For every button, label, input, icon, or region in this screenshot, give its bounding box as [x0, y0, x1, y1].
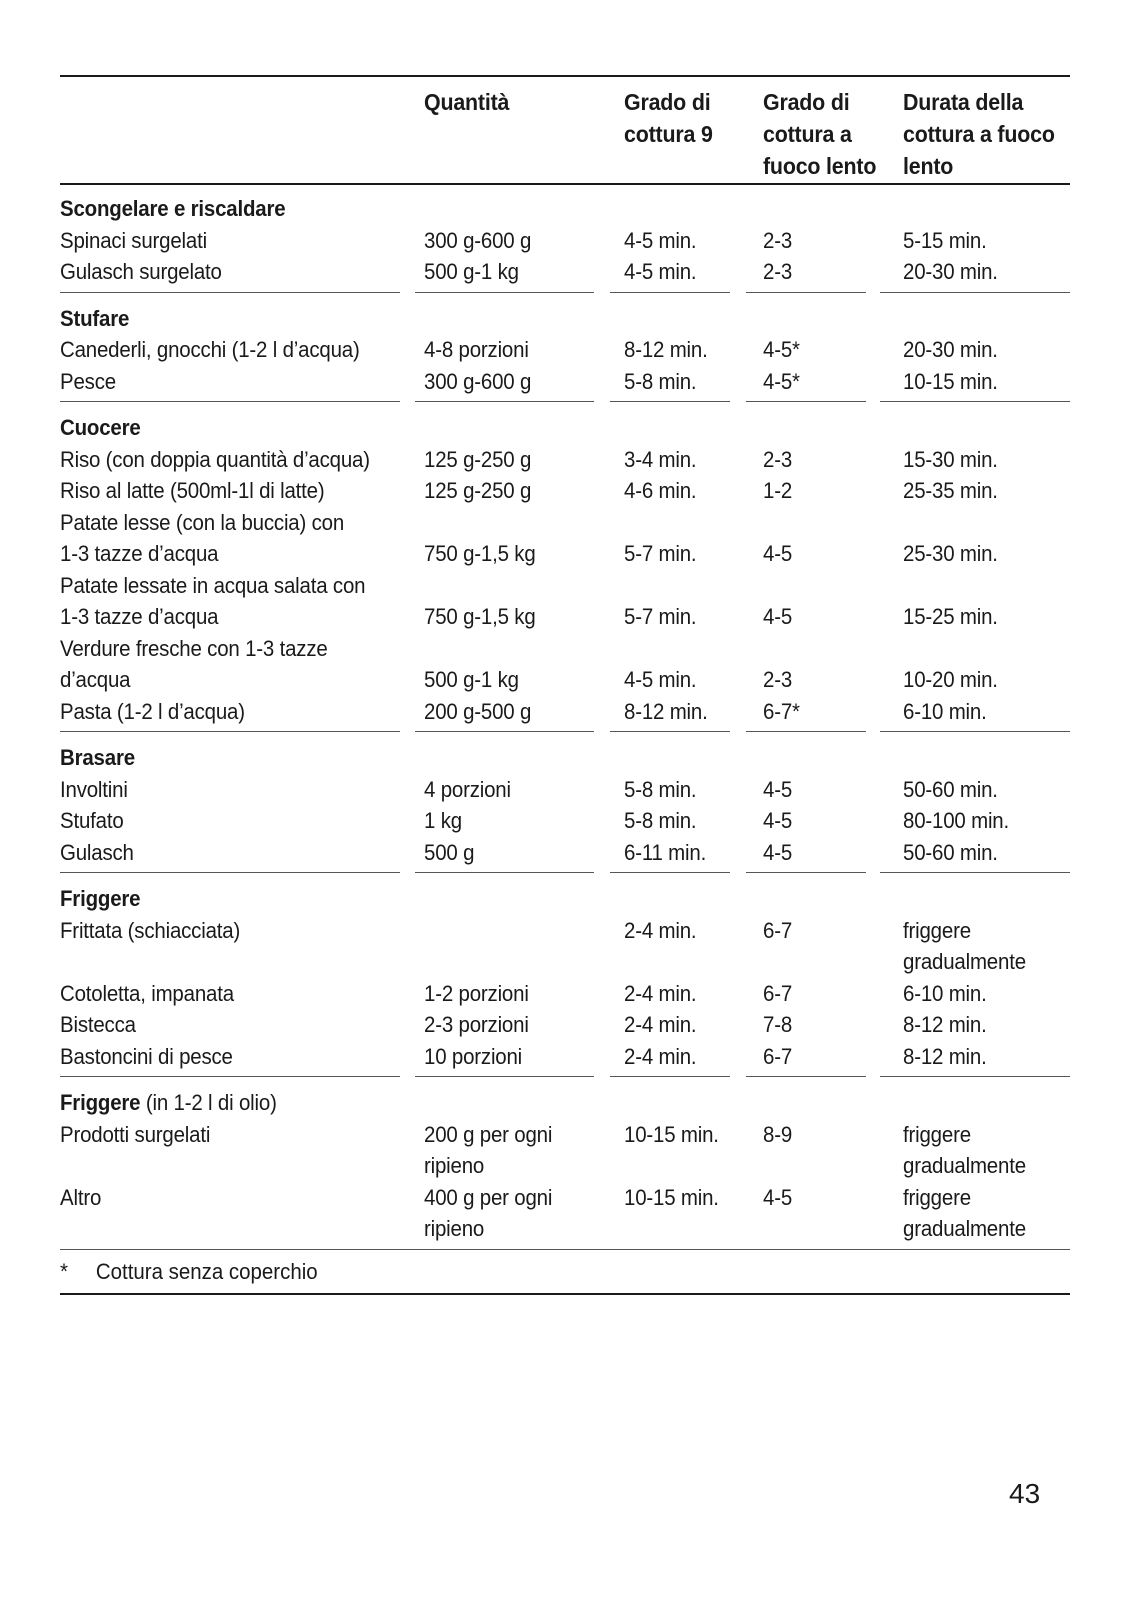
- section-title: [60, 742, 999, 774]
- cell-line: 20-30 min.: [903, 337, 998, 362]
- cell-line: [763, 946, 875, 978]
- header-line: cottura 9: [624, 121, 713, 147]
- header-bottom-rule: [60, 183, 1070, 185]
- header-slow-duration: [903, 86, 1070, 182]
- cell-line: 3-4 min.: [624, 446, 697, 472]
- cell-glow: [763, 805, 883, 837]
- cell-line: 750 g-1,5 kg: [424, 541, 536, 566]
- cell-dur: [903, 696, 1070, 728]
- cell-name: [60, 570, 405, 633]
- cell-dur: [903, 774, 1070, 806]
- cell-dur: [903, 1119, 1070, 1182]
- cell-line: 6-7: [763, 917, 793, 943]
- cell-g9: [624, 915, 744, 978]
- cell-glow: [763, 1041, 883, 1073]
- cell-line: 7-8: [763, 1012, 793, 1037]
- cell-line: 4-5 min.: [624, 227, 697, 253]
- cell-g9: [624, 837, 744, 869]
- cell-line: 125 g-250 g: [424, 446, 532, 472]
- cell-name: [60, 475, 405, 507]
- section-divider: [415, 1076, 594, 1077]
- cell-line: 500 g-1 kg: [424, 259, 519, 284]
- cell-glow: [763, 570, 883, 633]
- cell-dur: [903, 334, 1070, 366]
- cell-line: 50-60 min.: [903, 839, 998, 865]
- cell-qty: [424, 774, 605, 806]
- section-title-text: Friggere: [60, 1090, 141, 1115]
- cell-glow: [763, 1182, 883, 1245]
- section-divider: [60, 1076, 400, 1077]
- cell-line: 500 g-1 kg: [424, 667, 519, 692]
- cell-dur: [903, 475, 1070, 507]
- cell-line: [624, 946, 736, 978]
- cell-line: 500 g: [424, 839, 475, 865]
- section-title: [60, 193, 999, 225]
- table-row: [60, 1041, 1070, 1073]
- cell-line: [624, 1150, 736, 1182]
- section-title-text: Cuocere: [60, 415, 141, 440]
- section-divider: [880, 731, 1070, 732]
- cell-line: 8-12 min.: [624, 337, 708, 362]
- cell-g9: [624, 696, 744, 728]
- cell-name: [60, 696, 405, 728]
- section-divider: [415, 292, 594, 293]
- section-divider: [880, 1076, 1070, 1077]
- cell-line: 5-7 min.: [624, 604, 697, 629]
- cell-line: friggere: [903, 1184, 971, 1210]
- cell-qty: [424, 475, 605, 507]
- cell-glow: [763, 915, 883, 978]
- table-row: [60, 507, 1070, 570]
- cell-line: 6-7*: [763, 698, 800, 724]
- cell-line: [903, 570, 1058, 602]
- cell-line: friggere: [903, 917, 971, 943]
- cell-g9: [624, 507, 744, 570]
- cell-line: 4-5: [763, 808, 793, 833]
- cell-qty: [424, 1009, 605, 1041]
- table-row: [60, 837, 1070, 869]
- cell-line: 5-8 min.: [624, 808, 697, 833]
- cell-line: 2-3: [763, 259, 793, 284]
- cell-line: 10-20 min.: [903, 667, 998, 692]
- cell-name: [60, 507, 405, 570]
- cell-glow: [763, 774, 883, 806]
- cell-line: Pesce: [60, 368, 116, 394]
- cell-line: 2-3: [763, 227, 793, 253]
- cell-line: 200 g-500 g: [424, 698, 532, 724]
- cell-line: 4-6 min.: [624, 478, 697, 503]
- cell-line: 15-25 min.: [903, 604, 998, 629]
- section-divider: [880, 292, 1070, 293]
- table-row: [60, 696, 1070, 728]
- cell-line: [60, 946, 381, 978]
- cell-line: Stufato: [60, 808, 124, 833]
- cell-line: [624, 633, 736, 665]
- cell-line: [903, 633, 1058, 665]
- section-divider: [60, 872, 400, 873]
- cell-g9: [624, 225, 744, 257]
- cell-g9: [624, 1119, 744, 1182]
- section-divider: [746, 872, 866, 873]
- cell-glow: [763, 696, 883, 728]
- cell-g9: [624, 475, 744, 507]
- section-divider: [610, 731, 730, 732]
- cell-line: gradualmente: [903, 1216, 1026, 1241]
- cell-line: [763, 507, 875, 539]
- cell-line: Gulasch: [60, 839, 134, 865]
- section-divider: [415, 401, 594, 402]
- cell-g9: [624, 978, 744, 1010]
- cell-dur: [903, 1009, 1070, 1041]
- cell-g9: [624, 1009, 744, 1041]
- cell-line: [424, 946, 592, 978]
- cell-qty: [424, 225, 605, 257]
- cell-line: 400 g per ogni: [424, 1184, 553, 1210]
- cell-line: 200 g per ogni: [424, 1121, 553, 1147]
- cell-line: [763, 1150, 875, 1182]
- header-slow-level: [763, 86, 883, 182]
- cell-line: 6-10 min.: [903, 980, 987, 1006]
- cell-line: 10-15 min.: [903, 368, 998, 394]
- section-divider: [60, 292, 400, 293]
- cell-line: friggere: [903, 1121, 971, 1147]
- cell-name: [60, 1009, 405, 1041]
- cell-line: 80-100 min.: [903, 808, 1010, 833]
- cell-line: 6-7: [763, 980, 793, 1006]
- section-divider: [610, 872, 730, 873]
- cell-glow: [763, 225, 883, 257]
- header-line: cottura a: [763, 121, 852, 147]
- cell-qty: [424, 570, 605, 633]
- cell-line: 8-12 min.: [903, 1012, 987, 1037]
- cell-dur: [903, 366, 1070, 398]
- cell-line: 6-10 min.: [903, 698, 987, 724]
- header-cooking-level-9: [624, 86, 744, 150]
- cell-dur: [903, 570, 1070, 633]
- cell-line: 4-5*: [763, 368, 800, 394]
- cell-line: 750 g-1,5 kg: [424, 604, 536, 629]
- cell-line: 2-4 min.: [624, 917, 697, 943]
- cell-line: 4-5 min.: [624, 667, 697, 692]
- cell-line: Prodotti surgelati: [60, 1121, 211, 1147]
- cell-dur: [903, 633, 1070, 696]
- cell-dur: [903, 1041, 1070, 1073]
- cell-line: [624, 570, 736, 602]
- cell-qty: [424, 366, 605, 398]
- cell-line: 2-4 min.: [624, 1012, 697, 1037]
- cell-glow: [763, 475, 883, 507]
- table-row: [60, 366, 1070, 398]
- cell-name: [60, 256, 405, 288]
- header-line: cottura a fuoco: [903, 121, 1055, 147]
- cell-line: d’acqua: [60, 667, 131, 692]
- cell-name: [60, 805, 405, 837]
- table-row: [60, 978, 1070, 1010]
- table-row: [60, 805, 1070, 837]
- cell-dur: [903, 256, 1070, 288]
- cell-qty: [424, 1041, 605, 1073]
- cell-line: Bastoncini di pesce: [60, 1043, 233, 1069]
- cell-line: [60, 1150, 381, 1182]
- table-row: [60, 444, 1070, 476]
- cell-qty: [424, 1119, 605, 1182]
- cell-line: 4 porzioni: [424, 776, 511, 802]
- section-title-text: Stufare: [60, 305, 130, 331]
- section-title: [60, 883, 999, 915]
- section-divider: [610, 401, 730, 402]
- cell-glow: [763, 334, 883, 366]
- cell-line: [624, 1213, 736, 1245]
- cell-line: [763, 1213, 875, 1245]
- cell-dur: [903, 805, 1070, 837]
- section-divider: [746, 401, 866, 402]
- cell-g9: [624, 1041, 744, 1073]
- footnote-text: Cottura senza coperchio: [95, 1258, 318, 1284]
- cell-glow: [763, 633, 883, 696]
- footnote-top-rule: [60, 1249, 1070, 1250]
- cell-line: 4-5*: [763, 337, 800, 362]
- cell-name: [60, 1041, 405, 1073]
- section-divider: [746, 292, 866, 293]
- cell-g9: [624, 366, 744, 398]
- cell-line: Gulasch surgelato: [60, 259, 222, 284]
- cell-line: Riso (con doppia quantità d’acqua): [60, 446, 370, 472]
- cell-name: [60, 837, 405, 869]
- cell-line: 300 g-600 g: [424, 368, 532, 394]
- cell-qty: [424, 444, 605, 476]
- section-title: [60, 412, 999, 444]
- cell-line: 4-5: [763, 776, 793, 802]
- cell-name: [60, 978, 405, 1010]
- cell-line: 20-30 min.: [903, 259, 998, 284]
- cell-dur: [903, 225, 1070, 257]
- table-row: [60, 570, 1070, 633]
- cell-glow: [763, 444, 883, 476]
- cell-line: gradualmente: [903, 1153, 1026, 1178]
- cell-g9: [624, 774, 744, 806]
- cell-line: 10-15 min.: [624, 1184, 719, 1210]
- cell-g9: [624, 444, 744, 476]
- section-divider: [415, 731, 594, 732]
- cell-name: [60, 1119, 405, 1182]
- table-row: [60, 915, 1070, 978]
- cell-line: [424, 633, 592, 665]
- cell-g9: [624, 1182, 744, 1245]
- cell-line: 5-8 min.: [624, 368, 697, 394]
- cell-glow: [763, 1009, 883, 1041]
- table-row: [60, 334, 1070, 366]
- cell-dur: [903, 978, 1070, 1010]
- cell-name: [60, 633, 405, 696]
- cell-line: 8-9: [763, 1121, 793, 1147]
- cell-line: [424, 507, 592, 539]
- cell-line: 2-3 porzioni: [424, 1012, 529, 1037]
- cell-line: 5-7 min.: [624, 541, 697, 566]
- header-quantity: Quantità: [424, 89, 510, 115]
- cell-line: [763, 570, 875, 602]
- cell-line: 5-15 min.: [903, 227, 987, 253]
- page-number: 43: [1009, 1478, 1041, 1509]
- section-divider: [880, 872, 1070, 873]
- table-row: [60, 475, 1070, 507]
- cell-line: 25-35 min.: [903, 478, 998, 503]
- header-line: Durata della: [903, 89, 1024, 115]
- cell-line: 2-4 min.: [624, 980, 697, 1006]
- cell-line: 6-7: [763, 1043, 793, 1069]
- cell-line: Verdure fresche con 1-3 tazze: [60, 635, 328, 661]
- cell-line: 300 g-600 g: [424, 227, 532, 253]
- cell-line: ripieno: [424, 1216, 485, 1241]
- cell-g9: [624, 805, 744, 837]
- section-title-text: Scongelare e riscaldare: [60, 196, 286, 221]
- cell-line: 1 kg: [424, 808, 462, 833]
- cell-line: Patate lessate in acqua salata con: [60, 572, 366, 598]
- footnote-mark: *: [60, 1258, 68, 1284]
- cell-line: 4-5: [763, 604, 793, 629]
- cell-line: Involtini: [60, 776, 128, 802]
- cell-line: 15-30 min.: [903, 446, 998, 472]
- section-divider: [610, 1076, 730, 1077]
- cell-qty: [424, 837, 605, 869]
- table-row: [60, 1182, 1070, 1245]
- cell-line: 4-8 porzioni: [424, 337, 529, 362]
- cell-line: Cotoletta, impanata: [60, 980, 234, 1006]
- header-line: Grado di: [763, 89, 850, 115]
- cell-qty: [424, 915, 605, 978]
- table-row: [60, 1119, 1070, 1182]
- section-title: [60, 1087, 999, 1119]
- cell-line: 1-3 tazze d’acqua: [60, 541, 219, 566]
- cell-glow: [763, 256, 883, 288]
- cell-dur: [903, 915, 1070, 978]
- cell-name: [60, 444, 405, 476]
- table-header: [60, 86, 1070, 196]
- table-row: [60, 1009, 1070, 1041]
- section-title: [60, 303, 999, 335]
- table-row: [60, 256, 1070, 288]
- section-divider: [880, 401, 1070, 402]
- section-divider: [60, 731, 400, 732]
- cell-line: 4-5 min.: [624, 259, 697, 284]
- cell-line: 8-12 min.: [624, 698, 708, 724]
- cell-line: 1-2: [763, 478, 793, 503]
- cell-line: Riso al latte (500ml-1l di latte): [60, 478, 325, 503]
- cell-line: [903, 507, 1058, 539]
- cell-line: Bistecca: [60, 1012, 136, 1037]
- cell-line: 125 g-250 g: [424, 478, 532, 503]
- cell-line: 4-5: [763, 541, 793, 566]
- cell-line: 4-5: [763, 839, 793, 865]
- section-title-note: (in 1-2 l di olio): [140, 1090, 277, 1115]
- cell-qty: [424, 334, 605, 366]
- cell-name: [60, 366, 405, 398]
- section-divider: [415, 872, 594, 873]
- cell-line: [424, 915, 592, 947]
- cell-line: [763, 633, 875, 665]
- table-row: [60, 633, 1070, 696]
- cell-qty: [424, 696, 605, 728]
- cell-line: 2-4 min.: [624, 1043, 697, 1069]
- header-line: Grado di: [624, 89, 711, 115]
- section-title-text: Brasare: [60, 745, 135, 770]
- cell-name: [60, 334, 405, 366]
- cell-line: 25-30 min.: [903, 541, 998, 566]
- cell-glow: [763, 507, 883, 570]
- cell-line: Frittata (schiacciata): [60, 917, 241, 943]
- cell-line: 10-15 min.: [624, 1121, 719, 1147]
- cell-line: Patate lesse (con la buccia) con: [60, 509, 345, 535]
- cell-line: Spinaci surgelati: [60, 227, 207, 253]
- cell-line: 8-12 min.: [903, 1043, 987, 1069]
- cell-name: [60, 774, 405, 806]
- cell-line: 2-3: [763, 667, 793, 692]
- cell-line: 1-3 tazze d’acqua: [60, 604, 219, 629]
- cell-line: 50-60 min.: [903, 776, 998, 802]
- cell-line: 1-2 porzioni: [424, 980, 529, 1006]
- cell-line: gradualmente: [903, 949, 1026, 974]
- section-divider: [60, 401, 400, 402]
- cell-line: ripieno: [424, 1153, 485, 1178]
- cell-name: [60, 225, 405, 257]
- table-row: [60, 774, 1070, 806]
- cell-g9: [624, 633, 744, 696]
- cell-g9: [624, 570, 744, 633]
- cell-qty: [424, 256, 605, 288]
- cell-line: [624, 507, 736, 539]
- cell-qty: [424, 507, 605, 570]
- cell-name: [60, 915, 405, 978]
- cell-g9: [624, 256, 744, 288]
- section-title-text: Friggere: [60, 886, 141, 911]
- cell-qty: [424, 633, 605, 696]
- cell-dur: [903, 837, 1070, 869]
- cell-name: [60, 1182, 405, 1245]
- section-divider: [746, 1076, 866, 1077]
- cell-line: [424, 570, 592, 602]
- cell-line: 10 porzioni: [424, 1043, 523, 1069]
- header-line: fuoco lento: [763, 153, 877, 179]
- section-divider: [610, 292, 730, 293]
- cell-glow: [763, 1119, 883, 1182]
- cell-qty: [424, 1182, 605, 1245]
- table-top-rule: [60, 75, 1070, 77]
- cell-line: Canederli, gnocchi (1-2 l d’acqua): [60, 337, 360, 362]
- cell-line: Altro: [60, 1184, 102, 1210]
- cell-qty: [424, 805, 605, 837]
- cell-line: 4-5: [763, 1184, 793, 1210]
- cell-dur: [903, 444, 1070, 476]
- cell-glow: [763, 366, 883, 398]
- footnote: [60, 1256, 318, 1288]
- header-line: lento: [903, 153, 954, 179]
- cell-dur: [903, 507, 1070, 570]
- table-row: [60, 225, 1070, 257]
- cell-glow: [763, 837, 883, 869]
- cell-line: 5-8 min.: [624, 776, 697, 802]
- cell-line: 2-3: [763, 446, 793, 472]
- cell-dur: [903, 1182, 1070, 1245]
- cell-glow: [763, 978, 883, 1010]
- cell-line: [60, 1213, 381, 1245]
- section-divider: [746, 731, 866, 732]
- cell-line: Pasta (1-2 l d’acqua): [60, 698, 245, 724]
- cell-qty: [424, 978, 605, 1010]
- table-bottom-rule: [60, 1293, 1070, 1295]
- cell-line: 6-11 min.: [624, 839, 707, 865]
- cell-g9: [624, 334, 744, 366]
